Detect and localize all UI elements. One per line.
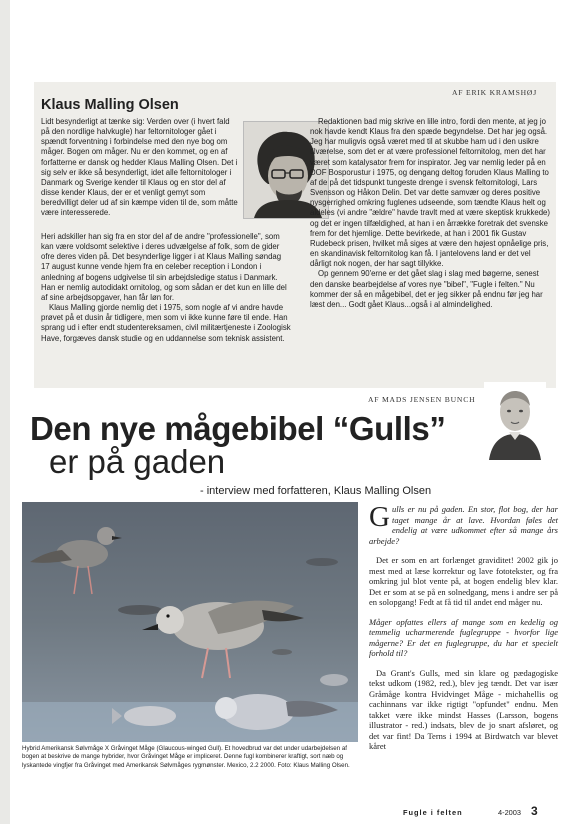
intro-right-paragraph-1: Redaktionen bad mig skrive en lille intro, fordi den mente, at jeg jo nok havde kendt Klaus fra den spæde begyndelse. Det har jeg også. Jeg har muligvis også været med til at skubbe ham ud i den usikre tilværelse, som det er at være professionel feltornitolog, men det har været som katalysator frem for inspirator. Jeg var nemlig leder på en DOF Bosporustur i 1975, og dengang deltog foruden Klaus Malling to af de på det tidspunkt tungeste drenge i svensk feltornitologi, Lars Svensson og Håkon Delin. Det var dette samvær og deres positive nysgerrighed omkring fuglenes udseende, som tændte Klaus helt og aldeles (vi andre "ældre" havde travlt med at være skeptisk krukkede) og det er ingen tilfældighed, at han i en årrække foretrak det svenske frem for det hjemlige. Dette bevirkede, at han i 2001 fik Gustav Rudebeck prisen, hvilket må siges at være den højest opnåelige pris, en skandinavisk feltornitolog kan få. I jantelovens land er det vel dårligt nok nogen, der har sagt tillykke. [310, 117, 550, 269]
intro-left-column [41, 117, 239, 219]
article-headline-line-2: er på gaden [49, 443, 226, 480]
article-tagline: - interview med forfatteren, Klaus Malling Olsen [200, 485, 432, 497]
intro-left-paragraph-2: Klaus Malling gjorde nemlig det i 1975, som nogle af vi andre havde prøvet på et dusin år tidligere, men som vi ikke kunne føre til ende. Han sprang ud i efter endt studentereksamen, civil militærtjeneste i Zoologisk Have, forgæves dansk studie og en uddannelse som teknisk assistent. [41, 303, 291, 343]
page-edge [0, 0, 10, 824]
intro-right-paragraph-2: Op gennem 90'erne er det gået slag i slag med bøgerne, senest den danske bearbejdelse af vores nye "bibel", "Fugle i felten." Nu kommer der så en mågebibel, det er jeg sikker på endnu før jeg har læst den... Godt gået Klaus...også i al almindelighed. [310, 269, 543, 309]
interview-question-1 [369, 501, 558, 546]
intro-left-text-rest: Heri adskiller han sig fra en stor del af de andre "professionelle", som kan være voldsomt selektive i deres udvælgelse af folk, som de gider ofre deres viden på. Det besynderlige ligger i at Klaus Malling søndag 17 august kunne vende hjem fra en celeber reception i London i anledning af bogens udgivelse til sin arbejdsledige status i Danmark. Han er nemlig autodidakt ornitolog, og som sådan er det kun en lille del af sine arbejdsopgaver, han får løn for. [41, 232, 287, 302]
intro-left-column-lower [41, 232, 291, 344]
photo-caption: Hybrid Amerikansk Sølvmåge X Gråvinget Måge (Glaucous-winged Gull). Et hovedbrud var det under udarbejdelsen af bogen at beskrive de mange hybrider, hvor Gråvinget Måge er impliceret. Denne fugl kombinerer kraftigt, sort næb og lyskantede vingfjer fra Gråvinget med Amerikansk Sølvmåges rygmønster. Mexico, 2.2 2000. Foto: Klaus Malling Olsen. [22, 745, 350, 769]
page-number: 3 [531, 804, 538, 818]
author-portrait-photo [484, 382, 546, 460]
interview-question-1-text: ulls er nu på gaden. En stor, flot bog, der har taget mange år at lave. Hvordan føles det endelig at være udkommet efter så mange års arbejde? [369, 504, 558, 546]
article-headline: Den nye mågebibel “Gulls” [30, 410, 446, 447]
gull-photo [22, 502, 358, 742]
intro-byline: AF ERIK KRAMSHØJ [452, 88, 537, 97]
interview-column [369, 501, 558, 761]
interview-answer-2: Da Grant's Gulls, med sin klare og pædagogiske tekst udkom (1982, red.), blev jeg tændt. Det var især Gråmåge kontra Hvidvinget Måge - michahellis og cachinnans var ikke rigtigt "opfundet" endnu. Men takket være ikke mindst Hasses (Larsson, bogens illustrator - red.) indsats, blev de jo snart afsløret, og det var fint! Da Terns i 1994 at Birdwatch var blevet kåret [369, 667, 558, 751]
article-byline: AF MADS JENSEN BUNCH [368, 395, 476, 404]
interview-question-2: Måger opfattes ellers af mange som en kedelig og temmelig ucharmerende fuglegruppe - hvorfor lige mågerne? Er det en fuglegruppe, du har et specielt forhold til? [369, 616, 558, 658]
magazine-name: Fugle i felten [403, 808, 463, 817]
intro-right-column [310, 117, 550, 310]
intro-left-text: Lidt besynderligt at tænke sig: Verden over (i hvert fald på den nordlige halvkugle) har feltornitologer gået i spændt forventning i forbindelse med den nye bog om måger. Bogen om måger. Nu er den kommet, og en af forfatterne er dansk og hedder Klaus Malling Olsen. Det i sig selv er ikke så besynderligt, idet alle feltornitologer i Danmark og Sverige kender til Klaus og en stor del af disse kender Klaus, der er et venligt gemyt som beredvilligt deler ud af sin kæmpe viden til de, som måtte være interesserede. [41, 117, 238, 218]
dropcap: G [369, 501, 390, 533]
interview-answer-1: Det er som en art forlænget graviditet! 2002 gik jo mest med at læse korrektur og lave fototekster, og fra omkring jul blot vente på, at bogen endelig blev klar. Det er som at se på en solnedgang, mens i andre ser på en solopgang! Fedt at få tid til andet end måger nu. [369, 555, 558, 607]
intro-title: Klaus Malling Olsen [41, 97, 179, 113]
issue-number: 4-2003 [498, 808, 522, 817]
